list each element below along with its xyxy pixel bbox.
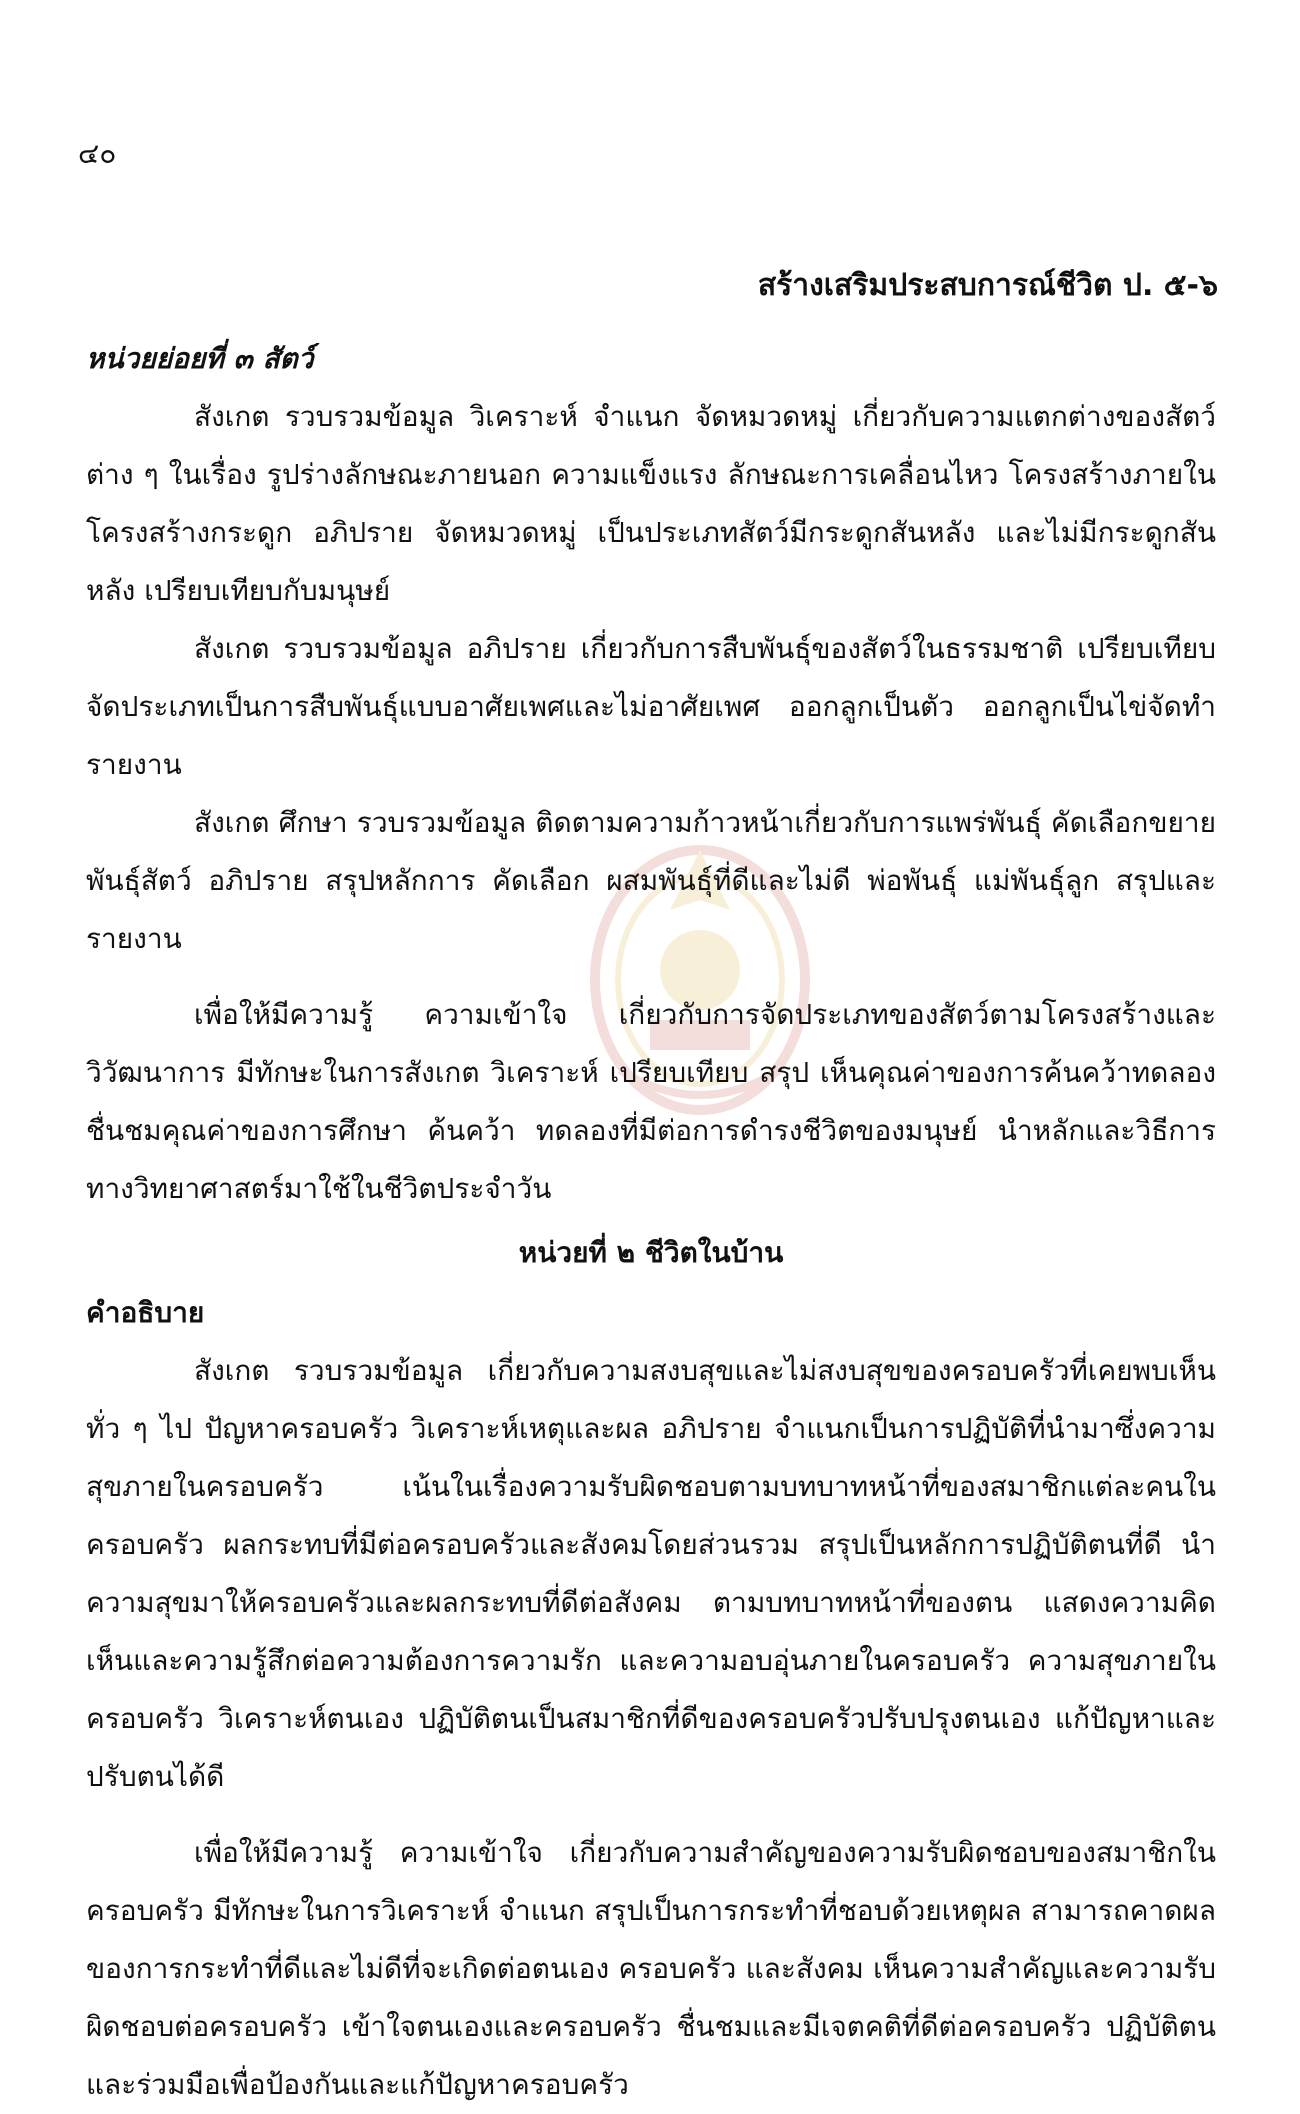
unit-heading: หน่วยที่ ๒ ชีวิตในบ้าน [518, 1236, 784, 1269]
paragraph: เพื่อให้มีความรู้ ความเข้าใจ เกี่ยวกับความสำคัญของความรับผิดชอบของสมาชิกในครอบครัว มีทักษะในการวิเคราะห์ จำแนก สรุปเป็นการกระทำที่ชอบด้วยเหตุผล สามารถคาดผลของการกระทำที่ดีและไม่ดีที่จะเกิดต่อตนเอง ครอบครัว และสังคม เห็นความสำคัญและความรับผิดชอบต่อครอบครัว เข้าใจตนเองและครอบครัว ชื่นชมและมีเจตคติที่ดีต่อครอบครัว ปฏิบัติตนและร่วมมือเพื่อป้องกันและแก้ปัญหาครอบครัว [86, 1836, 1216, 2101]
paragraph: สังเกต ศึกษา รวบรวมข้อมูล ติดตามความก้าวหน้าเกี่ยวกับการแพร่พันธุ์ คัดเลือกขยายพันธุ์สัตว์ อภิปราย สรุปหลักการ คัดเลือก ผสมพันธุ์ที่ดีและไม่ดี พ่อพันธุ์ แม่พันธุ์ลูก สรุปและรายงาน [86, 806, 1216, 955]
paragraph: สังเกต รวบรวมข้อมูล วิเคราะห์ จำแนก จัดหมวดหมู่ เกี่ยวกับความแตกต่างของสัตว์ต่าง ๆ ในเรื่อง รูปร่างลักษณะภายนอก ความแข็งแรง ลักษณะการเคลื่อนไหว โครงสร้างภายใน โครงสร้างกระดูก อภิปราย จัดหมวดหมู่ เป็นประเภทสัตว์มีกระดูกสันหลัง และไม่มีกระดูกสันหลัง เปรียบเทียบกับมนุษย์ [86, 400, 1216, 607]
paragraph: สังเกต รวบรวมข้อมูล อภิปราย เกี่ยวกับการสืบพันธุ์ของสัตว์ในธรรมชาติ เปรียบเทียบจัดประเภทเป็นการสืบพันธุ์แบบอาศัยเพศและไม่อาศัยเพศ ออกลูกเป็นตัว ออกลูกเป็นไข่จัดทำรายงาน [86, 632, 1216, 781]
paragraph: สังเกต รวบรวมข้อมูล เกี่ยวกับความสงบสุขและไม่สงบสุขของครอบครัวที่เคยพบเห็นทั่ว ๆ ไป ปัญหาครอบครัว วิเคราะห์เหตุและผล อภิปราย จำแนกเป็นการปฏิบัติที่นำมาซึ่งความสุขภายในครอบครัว เน้นในเรื่องความรับผิดชอบตามบทบาทหน้าที่ของสมาชิกแต่ละคนในครอบครัว ผลกระทบที่มีต่อครอบครัวและสังคมโดยส่วนรวม สรุปเป็นหลักการปฏิบัติตนที่ดี นำความสุขมาให้ครอบครัวและผลกระทบที่ดีต่อสังคม ตามบทบาทหน้าที่ของตน แสดงความคิดเห็นและความรู้สึกต่อความต้องการความรัก และความอบอุ่นภายในครอบครัว ความสุขภายในครอบครัว วิเคราะห์ตนเอง ปฏิบัติตนเป็นสมาชิกที่ดีของครอบครัวปรับปรุงตนเอง แก้ปัญหาและปรับตนได้ดี [86, 1354, 1216, 1793]
page-number: ๔๐ [78, 137, 117, 170]
document-body [86, 330, 1216, 2114]
unit-sub-heading: หน่วยย่อยที่ ๓ สัตว์ [86, 342, 314, 375]
description-label: คำอธิบาย [86, 1296, 205, 1329]
paragraph: เพื่อให้มีความรู้ ความเข้าใจ เกี่ยวกับการจัดประเภทของสัตว์ตามโครงสร้างและวิวัฒนาการ มีทักษะในการสังเกต วิเคราะห์ เปรียบเทียบ สรุป เห็นคุณค่าของการค้นคว้าทดลอง ชื่นชมคุณค่าของการศึกษา ค้นคว้า ทดลองที่มีต่อการดำรงชีวิตของมนุษย์ นำหลักและวิธีการทางวิทยาศาสตร์มาใช้ในชีวิตประจำวัน [86, 998, 1216, 1205]
header-title: สร้างเสริมประสบการณ์ชีวิต ป. ๕-๖ [757, 268, 1218, 303]
